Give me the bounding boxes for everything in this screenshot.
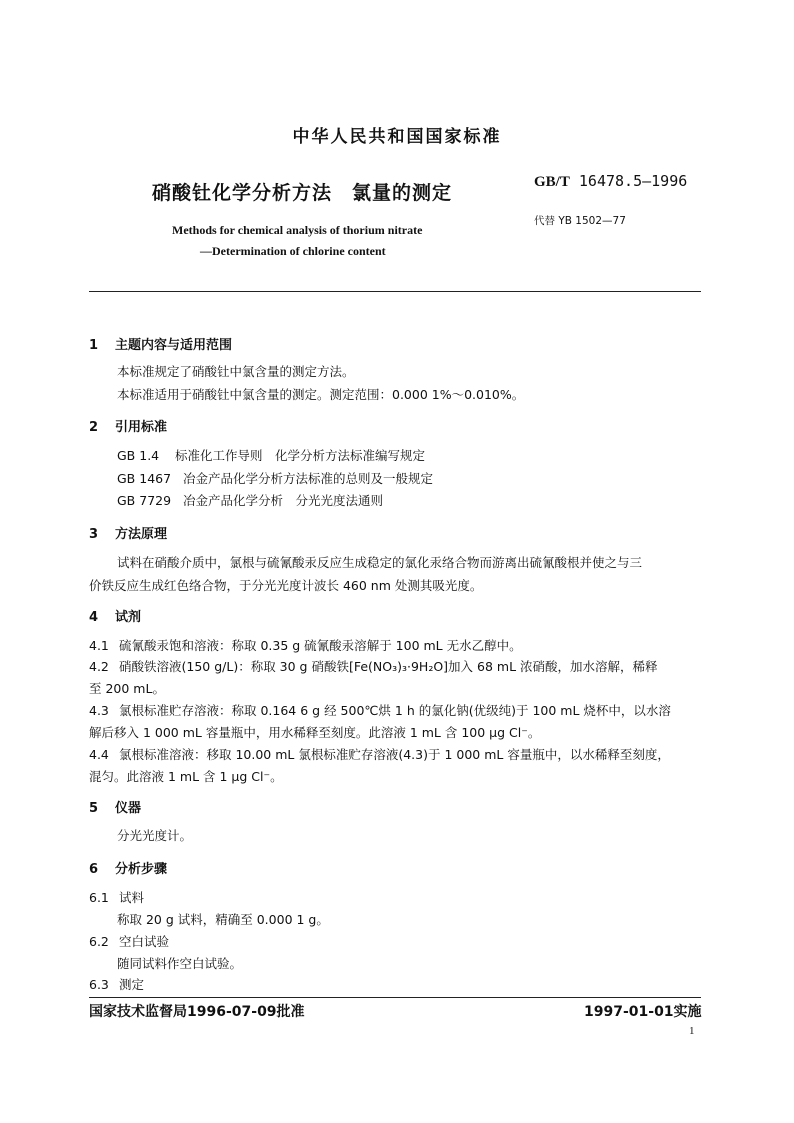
reference-code: GB 1.4 — [117, 448, 160, 463]
clause-title: 空白试验 — [119, 934, 170, 949]
clause-number: 4.2 — [89, 659, 109, 674]
section-3-line-1: 试料在硝酸介质中，氯根与硫氰酸汞反应生成稳定的氯化汞络合物而游离出硫氰酸根并使之与三 — [117, 555, 643, 570]
section-1-paragraph-2: 本标准适用于硝酸钍中氯含量的测定。测定范围：0.000 1%～0.010%。 — [117, 387, 525, 402]
reagent-4-3-line-2: 解后移入 1 000 mL 容量瓶中，用水稀释至刻度。此溶液 1 mL 含 100 μg Cl⁻。 — [89, 725, 541, 740]
section-number: 5 — [89, 801, 99, 816]
clause-text: 氯根标准贮存溶液：称取 0.164 6 g 经 500℃烘 1 h 的氯化钠(优级纯)于 100 mL 烧杯中，以水溶 — [119, 703, 671, 718]
clause-title: 测定 — [119, 977, 145, 992]
english-title-line-2: —Determination of chlorine content — [200, 244, 386, 258]
clause-number: 6.3 — [89, 977, 109, 992]
step-6-1-heading — [89, 888, 144, 906]
clause-number: 6.2 — [89, 934, 109, 949]
section-6-heading — [89, 858, 167, 877]
national-standard-heading: 中华人民共和国国家标准 — [292, 127, 502, 147]
section-number: 1 — [89, 338, 99, 353]
reference-item — [117, 446, 425, 464]
section-3-heading — [89, 523, 167, 542]
clause-title: 试料 — [119, 890, 145, 905]
step-6-2-text: 随同试料作空白试验。 — [117, 956, 243, 971]
reagent-4-3-line-1 — [89, 701, 671, 719]
reference-title: 冶金产品化学分析 分光光度法通则 — [183, 493, 384, 508]
reference-code: GB 1467 — [117, 471, 172, 486]
clause-text: 硝酸铁溶液(150 g/L)：称取 30 g 硝酸铁[Fe(NO₃)₃·9H₂O]加入 68 mL 浓硝酸，加水溶解，稀释 — [119, 659, 658, 674]
clause-number: 4.1 — [89, 638, 109, 653]
section-number: 2 — [89, 420, 99, 435]
section-4-heading — [89, 606, 141, 625]
english-title-line-1: Methods for chemical analysis of thorium nitrate — [172, 223, 423, 237]
approval-note: 国家技术监督局1996-07-09批准 — [89, 1004, 305, 1020]
reference-title: 标准化工作导则 化学分析方法标准编写规定 — [175, 448, 426, 463]
title-sub: 氯量的测定 — [352, 182, 453, 204]
section-1-heading — [89, 334, 232, 353]
reference-code: GB 7729 — [117, 493, 172, 508]
footer-divider — [89, 997, 701, 998]
document-title — [152, 178, 452, 205]
clause-text: 氯根标准溶液：移取 10.00 mL 氯根标准贮存溶液(4.3)于 1 000 mL 容量瓶中，以水稀释至刻度， — [119, 747, 670, 762]
section-5-heading — [89, 797, 141, 816]
section-number: 3 — [89, 527, 99, 542]
section-title: 方法原理 — [115, 527, 168, 542]
section-number: 4 — [89, 610, 99, 625]
section-title: 试剂 — [115, 610, 142, 625]
section-1-paragraph-1: 本标准规定了硝酸钍中氯含量的测定方法。 — [117, 364, 355, 379]
step-6-3-heading — [89, 975, 144, 993]
section-title: 分析步骤 — [115, 862, 168, 877]
reference-item — [117, 469, 433, 487]
reagent-4-1 — [89, 636, 522, 654]
section-5-paragraph: 分光光度计。 — [117, 828, 193, 843]
reference-title: 冶金产品化学分析方法标准的总则及一般规定 — [183, 471, 434, 486]
clause-number: 4.4 — [89, 747, 109, 762]
reagent-4-4-line-1 — [89, 745, 670, 763]
clause-text: 硫氰酸汞饱和溶液：称取 0.35 g 硫氰酸汞溶解于 100 mL 无水乙醇中。 — [119, 638, 522, 653]
section-title: 仪器 — [115, 801, 142, 816]
section-title: 引用标准 — [115, 420, 168, 435]
reagent-4-2-line-1 — [89, 657, 658, 675]
step-6-1-text: 称取 20 g 试料，精确至 0.000 1 g。 — [117, 912, 329, 927]
title-main: 硝酸钍化学分析方法 — [152, 182, 333, 204]
reference-item — [117, 491, 383, 509]
section-2-heading — [89, 416, 167, 435]
reagent-4-2-line-2: 至 200 mL。 — [89, 681, 165, 696]
replaces-note: 代替 YB 1502—77 — [534, 215, 626, 227]
page-number: 1 — [689, 1025, 695, 1037]
clause-number: 4.3 — [89, 703, 109, 718]
standard-code: 16478.5—1996 — [578, 172, 688, 190]
header-divider — [89, 291, 701, 292]
standard-prefix: GB/T — [534, 174, 570, 190]
standard-number — [534, 172, 687, 191]
clause-number: 6.1 — [89, 890, 109, 905]
step-6-2-heading — [89, 932, 169, 950]
section-title: 主题内容与适用范围 — [115, 338, 233, 353]
section-3-line-2: 价铁反应生成红色络合物，于分光光度计波长 460 nm 处测其吸光度。 — [89, 578, 483, 593]
implementation-date: 1997-01-01实施 — [584, 1004, 702, 1020]
reagent-4-4-line-2: 混匀。此溶液 1 mL 含 1 μg Cl⁻。 — [89, 769, 283, 784]
section-number: 6 — [89, 862, 99, 877]
